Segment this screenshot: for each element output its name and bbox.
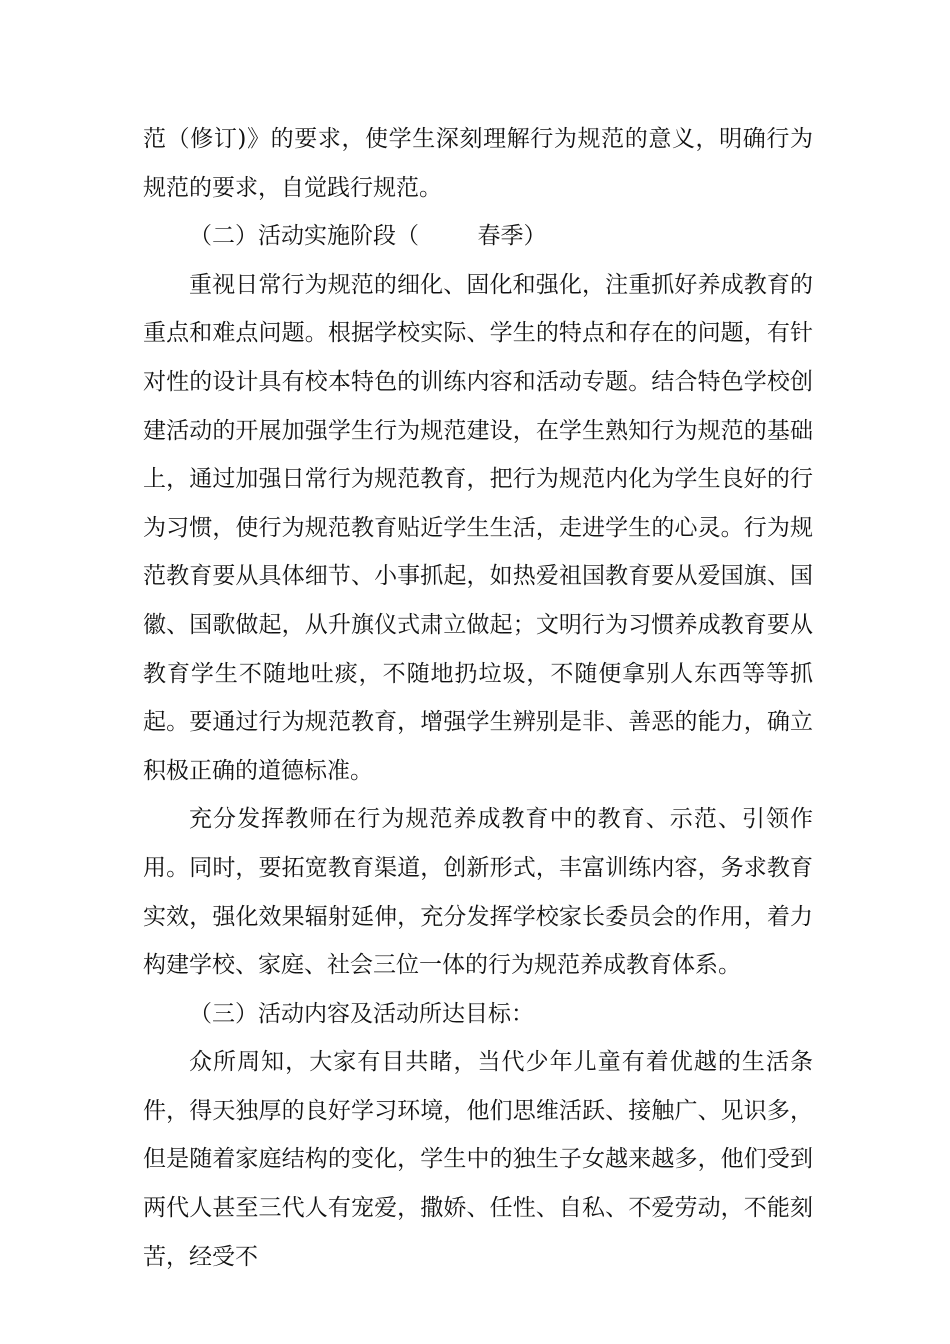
heading-text: （二）活动实施阶段（ [189,223,419,250]
section-heading-content-goals [143,990,813,1039]
heading-text: （三）活动内容及活动所达目标： [189,1000,534,1027]
goals-paragraph: 众所周知，大家有目共睹，当代少年儿童有着优越的生活条件，得天独厚的良好学习环境，他们思维活跃、接触广、见识多，但是随着家庭结构的变化，学生中的独生子女越来越多，他们受到两代人甚至三代人有宠爱，撒娇、任性、自私、不爱劳动，不能刻苦，经受不 [143,1049,813,1270]
section-heading-implementation-phase [143,212,813,261]
teachers-role-paragraph: 充分发挥教师在行为规范养成教育中的教育、示范、引领作用。同时，要拓宽教育渠道，创新形式，丰富训练内容，务求教育实效，强化效果辐射延伸，充分发挥学校家长委员会的作用，着力构建学校、家庭、社会三位一体的行为规范养成教育体系。 [143,806,813,979]
heading-season: 春季） [477,223,547,250]
heading-blank-gap [419,223,478,249]
continued-paragraph: 范（修订)》的要求，使学生深刻理解行为规范的意义，明确行为规范的要求，自觉践行规范。 [143,126,813,201]
document-body [143,115,813,1281]
implementation-paragraph: 重视日常行为规范的细化、固化和强化，注重抓好养成教育的重点和难点问题。根据学校实际、学生的特点和存在的问题，有针对性的设计具有校本特色的训练内容和活动专题。结合特色学校创建活动的开展加强学生行为规范建设，在学生熟知行为规范的基础上，通过加强日常行为规范教育，把行为规范内化为学生良好的行为习惯，使行为规范教育贴近学生生活，走进学生的心灵。行为规范教育要从具体细节、小事抓起，如热爱祖国教育要从爱国旗、国徽、国歌做起，从升旗仪式肃立做起；文明行为习惯养成教育要从教育学生不随地吐痰，不随地扔垃圾，不随便拿别人东西等等抓起。要通过行为规范教育，增强学生辨别是非、善恶的能力，确立积极正确的道德标准。 [143,271,813,784]
